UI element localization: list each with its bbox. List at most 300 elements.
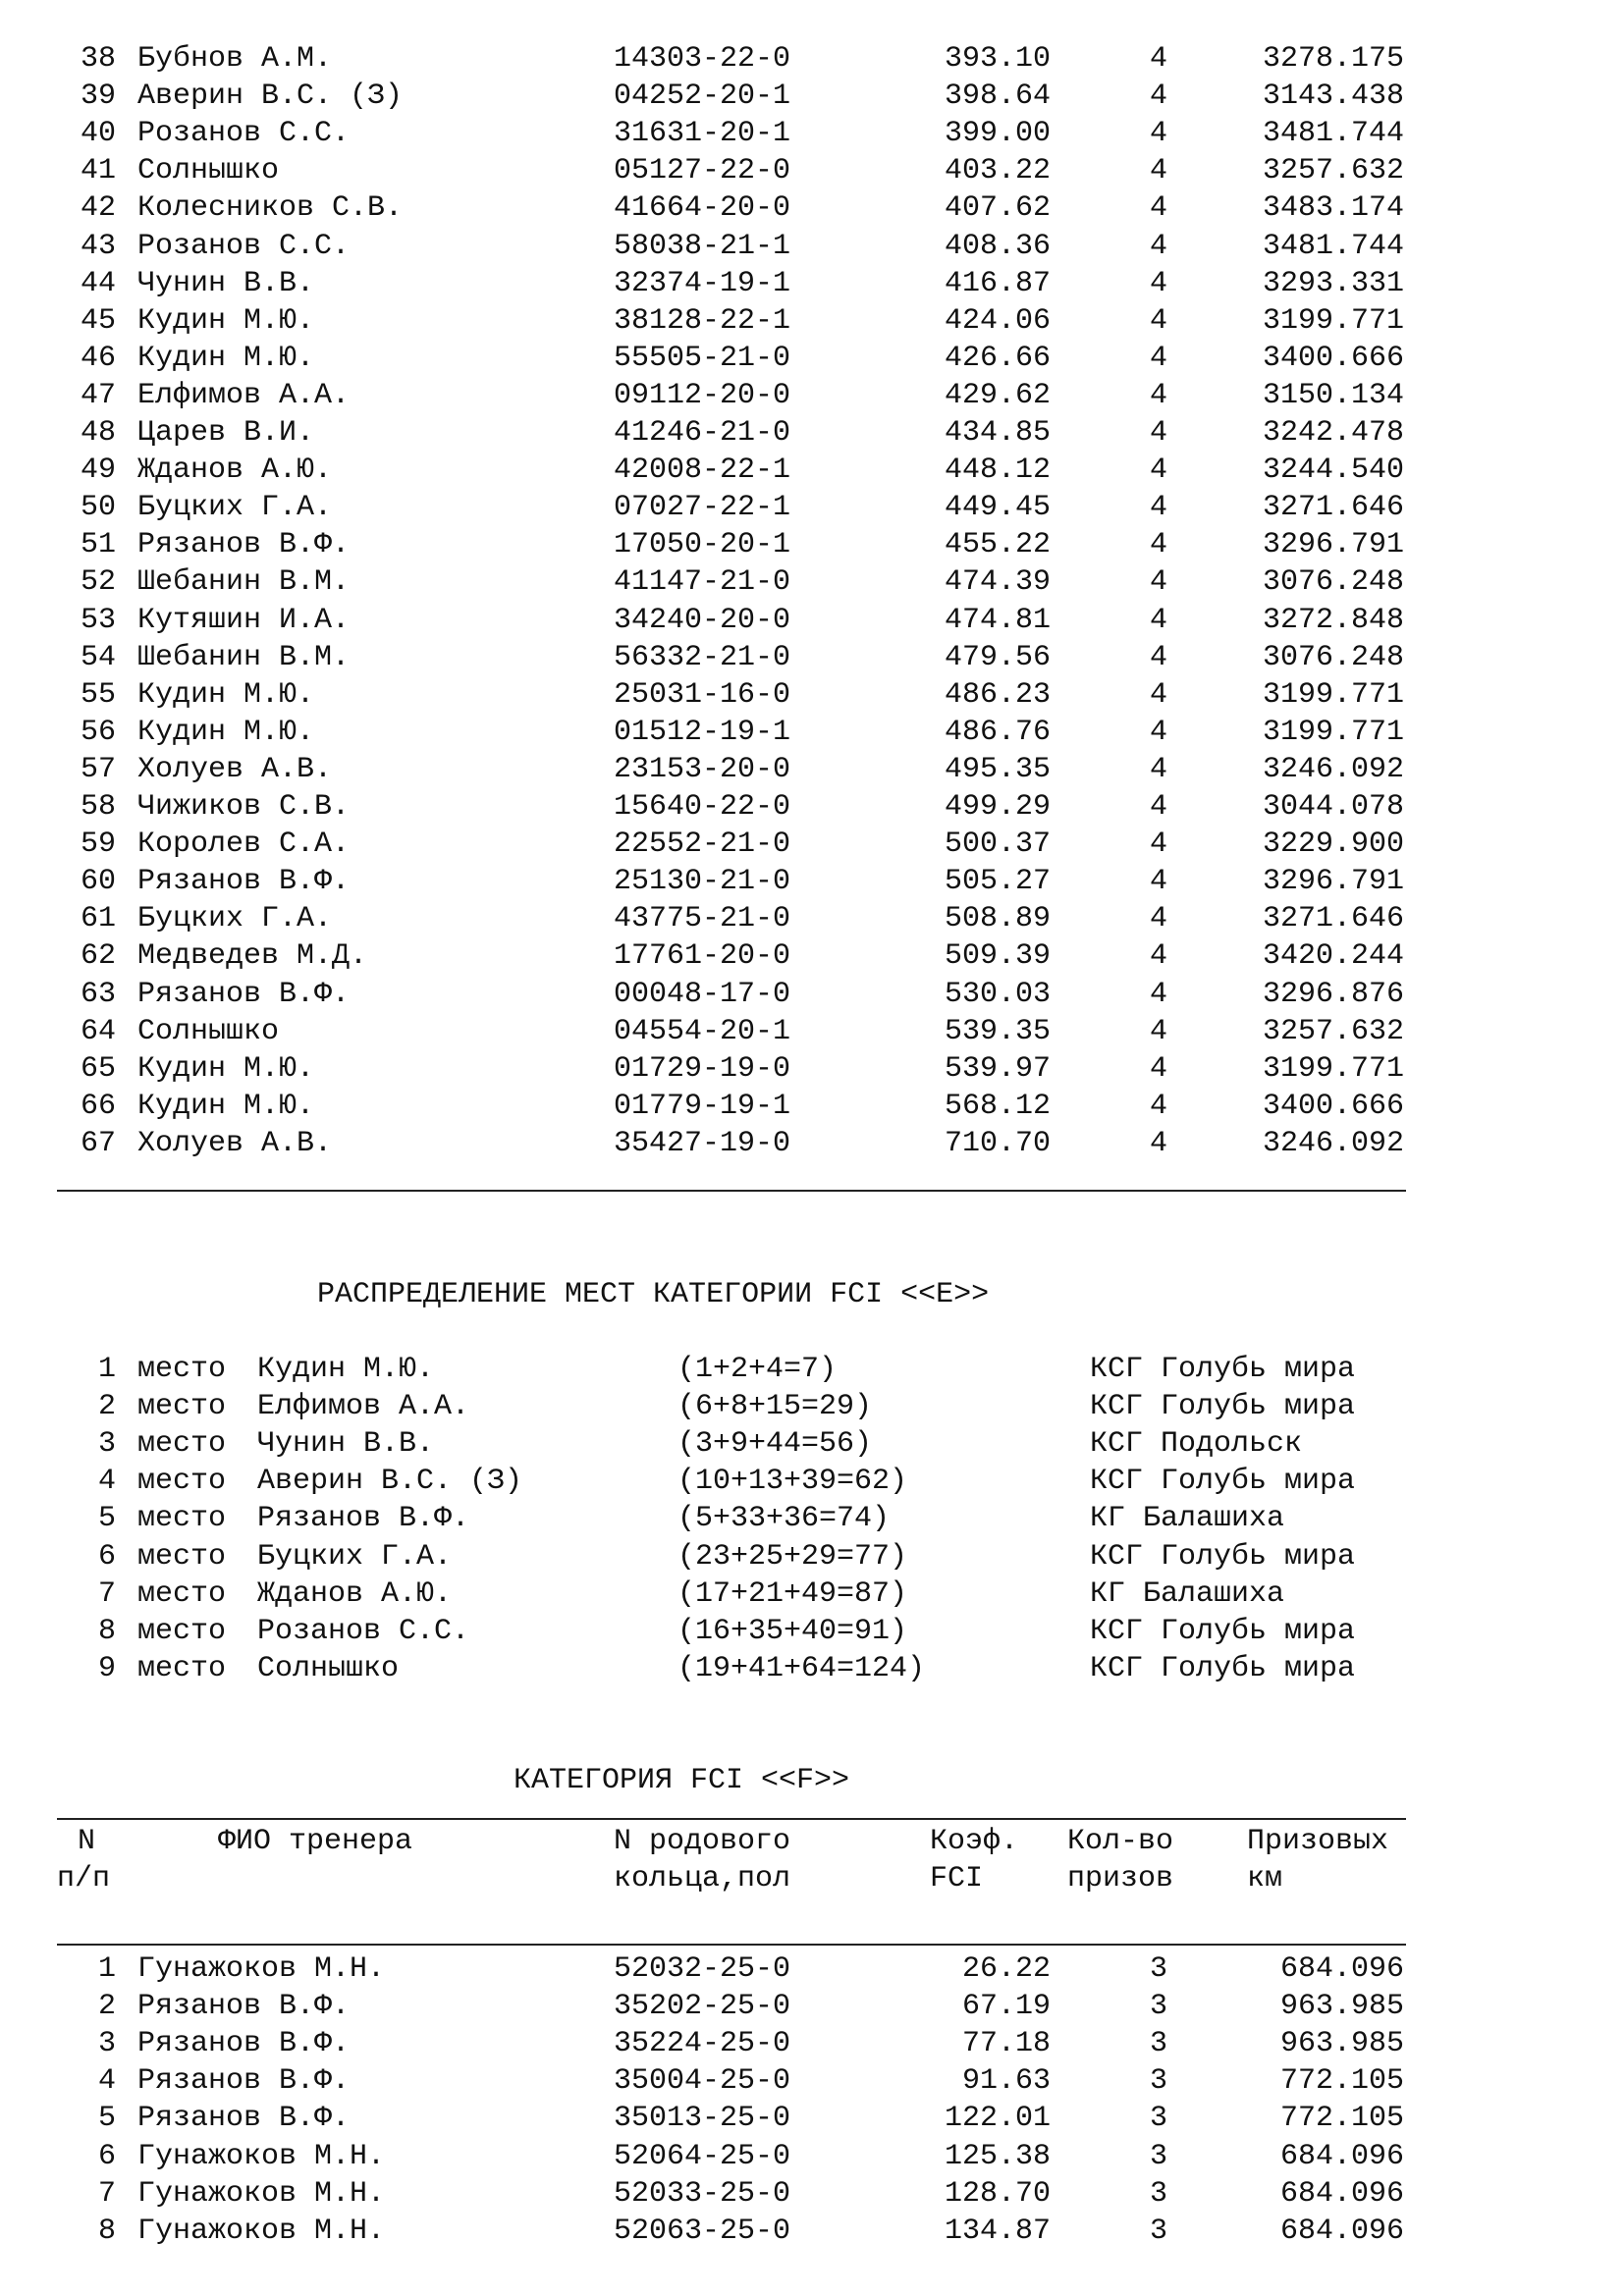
prize-count: 3 xyxy=(1149,2176,1167,2211)
row-number: 55 xyxy=(80,677,116,712)
table-row xyxy=(0,976,1624,1013)
table-row xyxy=(0,115,1624,152)
ring-number: 34240-20-0 xyxy=(614,603,791,637)
prize-count: 4 xyxy=(1149,1051,1167,1086)
header-n: N xyxy=(77,1825,95,1858)
club-name: КСГ Голубь мира xyxy=(1090,1539,1356,1574)
ring-number: 58038-21-1 xyxy=(614,229,791,263)
row-number: 65 xyxy=(80,1051,116,1086)
row-number: 61 xyxy=(80,902,116,936)
trainer-name: Шебанин В.М. xyxy=(137,565,351,600)
prize-km: 3150.134 xyxy=(1262,378,1404,412)
table-row xyxy=(0,2062,1624,2100)
prize-count: 4 xyxy=(1149,715,1167,749)
trainer-name: Аверин В.С. (З) xyxy=(137,80,404,114)
trainer-name: Жданов А.Ю. xyxy=(257,1576,453,1611)
trainer-name: Холуев А.В. xyxy=(137,1126,333,1160)
prize-km: 3296.791 xyxy=(1262,865,1404,899)
table-row xyxy=(0,2025,1624,2062)
place-word: место xyxy=(137,1576,227,1611)
table-row xyxy=(0,340,1624,377)
table-row xyxy=(0,639,1624,676)
row-number: 44 xyxy=(80,266,116,300)
header-ring-sub: кольца,пол xyxy=(614,1862,791,1896)
table-row xyxy=(0,228,1624,265)
ring-number: 17761-20-0 xyxy=(614,939,791,974)
prize-count: 4 xyxy=(1149,603,1167,637)
prize-km: 3229.900 xyxy=(1262,828,1404,862)
trainer-name: Гунажоков М.Н. xyxy=(137,2214,386,2248)
row-number: 42 xyxy=(80,191,116,226)
trainer-name: Розанов С.С. xyxy=(137,117,351,151)
prize-km: 3400.666 xyxy=(1262,341,1404,375)
trainer-name: Розанов С.С. xyxy=(257,1614,470,1648)
prize-count: 4 xyxy=(1149,790,1167,824)
fci-coefficient: 407.62 xyxy=(944,191,1051,226)
fci-coefficient: 500.37 xyxy=(944,828,1051,862)
ring-number: 17050-20-1 xyxy=(614,528,791,562)
row-number: 64 xyxy=(80,1014,116,1048)
fci-coefficient: 125.38 xyxy=(944,2139,1051,2173)
prize-count: 4 xyxy=(1149,528,1167,562)
fci-coefficient: 499.29 xyxy=(944,790,1051,824)
row-number: 51 xyxy=(80,528,116,562)
club-name: КСГ Голубь мира xyxy=(1090,1465,1356,1499)
header-km-sub: км xyxy=(1247,1862,1283,1896)
ring-number: 42008-22-1 xyxy=(614,454,791,488)
club-name: КГ Балашиха xyxy=(1090,1502,1285,1536)
fci-coefficient: 416.87 xyxy=(944,266,1051,300)
fci-coefficient: 479.56 xyxy=(944,640,1051,674)
ring-number: 35202-25-0 xyxy=(614,1990,791,2024)
club-name: КСГ Голубь мира xyxy=(1090,1651,1356,1685)
list-item xyxy=(0,1538,1624,1575)
fci-coefficient: 530.03 xyxy=(944,977,1051,1011)
prize-count: 4 xyxy=(1149,229,1167,263)
prize-count: 4 xyxy=(1149,752,1167,786)
trainer-name: Елфимов А.А. xyxy=(137,378,351,412)
prize-km: 3257.632 xyxy=(1262,154,1404,188)
trainer-name: Бубнов А.М. xyxy=(137,42,333,76)
trainer-name: Рязанов В.Ф. xyxy=(137,2064,351,2099)
trainer-name: Чунин В.В. xyxy=(137,266,315,300)
fci-coefficient: 403.22 xyxy=(944,154,1051,188)
place-sum: (10+13+39=62) xyxy=(677,1465,908,1499)
club-name: КСГ Голубь мира xyxy=(1090,1353,1356,1386)
list-item xyxy=(0,1613,1624,1650)
trainer-name: Солнышко xyxy=(137,154,280,188)
row-number: 56 xyxy=(80,715,116,749)
ring-number: 43775-21-0 xyxy=(614,902,791,936)
prize-km: 684.096 xyxy=(1279,2176,1404,2211)
place-number: 8 xyxy=(97,1614,116,1648)
prize-count: 4 xyxy=(1149,491,1167,525)
category-f-header-top-rule xyxy=(57,1818,1406,1820)
prize-count: 4 xyxy=(1149,1014,1167,1048)
prize-count: 3 xyxy=(1149,2064,1167,2099)
fci-coefficient: 434.85 xyxy=(944,416,1051,450)
row-number: 67 xyxy=(80,1126,116,1160)
ring-number: 55505-21-0 xyxy=(614,341,791,375)
place-sum: (3+9+44=56) xyxy=(677,1427,873,1462)
prize-count: 3 xyxy=(1149,2139,1167,2173)
place-word: место xyxy=(137,1427,227,1462)
prize-count: 4 xyxy=(1149,80,1167,114)
prize-count: 4 xyxy=(1149,640,1167,674)
trainer-name: Кудин М.Ю. xyxy=(137,303,315,338)
row-number: 7 xyxy=(97,2176,116,2211)
place-sum: (19+41+64=124) xyxy=(677,1651,926,1685)
place-word: место xyxy=(137,1390,227,1424)
fci-coefficient: 539.97 xyxy=(944,1051,1051,1086)
fci-coefficient: 486.23 xyxy=(944,677,1051,712)
header-coef: Коэф. xyxy=(930,1825,1019,1858)
prize-count: 4 xyxy=(1149,1126,1167,1160)
ring-number: 35427-19-0 xyxy=(614,1126,791,1160)
trainer-name: Холуев А.В. xyxy=(137,752,333,786)
trainer-name: Розанов С.С. xyxy=(137,229,351,263)
prize-km: 3293.331 xyxy=(1262,266,1404,300)
ring-number: 32374-19-1 xyxy=(614,266,791,300)
row-number: 59 xyxy=(80,828,116,862)
prize-km: 3400.666 xyxy=(1262,1089,1404,1123)
fci-coefficient: 399.00 xyxy=(944,117,1051,151)
fci-coefficient: 474.39 xyxy=(944,565,1051,600)
prize-km: 3481.744 xyxy=(1262,117,1404,151)
ring-number: 52063-25-0 xyxy=(614,2214,791,2248)
list-item xyxy=(0,1575,1624,1613)
prize-count: 4 xyxy=(1149,677,1167,712)
trainer-name: Солнышко xyxy=(137,1014,280,1048)
row-number: 63 xyxy=(80,977,116,1011)
ring-number: 52032-25-0 xyxy=(614,1952,791,1986)
prize-count: 4 xyxy=(1149,1089,1167,1123)
prize-count: 3 xyxy=(1149,1990,1167,2024)
trainer-name: Рязанов В.Ф. xyxy=(137,865,351,899)
table-row xyxy=(0,788,1624,826)
list-item xyxy=(0,1650,1624,1687)
prize-count: 4 xyxy=(1149,191,1167,226)
distribution-title: РАСПРЕДЕЛЕНИЕ МЕСТ КАТЕГОРИИ FCI <<E>> xyxy=(317,1278,990,1311)
place-number: 9 xyxy=(97,1651,116,1685)
ring-number: 23153-20-0 xyxy=(614,752,791,786)
ring-number: 04252-20-1 xyxy=(614,80,791,114)
row-number: 46 xyxy=(80,341,116,375)
place-word: место xyxy=(137,1539,227,1574)
row-number: 43 xyxy=(80,229,116,263)
prize-km: 3076.248 xyxy=(1262,565,1404,600)
row-number: 54 xyxy=(80,640,116,674)
ring-number: 01729-19-0 xyxy=(614,1051,791,1086)
row-number: 41 xyxy=(80,154,116,188)
prize-count: 4 xyxy=(1149,939,1167,974)
ring-number: 35013-25-0 xyxy=(614,2102,791,2136)
trainer-name: Королев С.А. xyxy=(137,828,351,862)
prize-count: 4 xyxy=(1149,341,1167,375)
ring-number: 14303-22-0 xyxy=(614,42,791,76)
table-row xyxy=(0,2100,1624,2137)
ring-number: 15640-22-0 xyxy=(614,790,791,824)
fci-coefficient: 128.70 xyxy=(944,2176,1051,2211)
prize-km: 3044.078 xyxy=(1262,790,1404,824)
trainer-name: Колесников С.В. xyxy=(137,191,404,226)
fci-coefficient: 710.70 xyxy=(944,1126,1051,1160)
fci-coefficient: 426.66 xyxy=(944,341,1051,375)
prize-km: 3076.248 xyxy=(1262,640,1404,674)
prize-km: 684.096 xyxy=(1279,1952,1404,1986)
fci-coefficient: 455.22 xyxy=(944,528,1051,562)
prize-count: 3 xyxy=(1149,2102,1167,2136)
ring-number: 52064-25-0 xyxy=(614,2139,791,2173)
table-row xyxy=(0,1988,1624,2025)
prize-km: 3271.646 xyxy=(1262,902,1404,936)
ring-number: 22552-21-0 xyxy=(614,828,791,862)
row-number: 5 xyxy=(97,2102,116,2136)
ring-number: 41246-21-0 xyxy=(614,416,791,450)
trainer-name: Гунажоков М.Н. xyxy=(137,2176,386,2211)
prize-km: 3199.771 xyxy=(1262,1051,1404,1086)
prize-km: 963.985 xyxy=(1279,1990,1404,2024)
table-row xyxy=(0,937,1624,975)
row-number: 47 xyxy=(80,378,116,412)
ring-number: 05127-22-0 xyxy=(614,154,791,188)
trainer-name: Рязанов В.Ф. xyxy=(137,1990,351,2024)
prize-km: 772.105 xyxy=(1279,2102,1404,2136)
table-row xyxy=(0,900,1624,937)
table-row xyxy=(0,377,1624,414)
fci-coefficient: 568.12 xyxy=(944,1089,1051,1123)
row-number: 66 xyxy=(80,1089,116,1123)
place-sum: (17+21+49=87) xyxy=(677,1576,908,1611)
table-row xyxy=(0,751,1624,788)
ring-number: 00048-17-0 xyxy=(614,977,791,1011)
trainer-name: Медведев М.Д. xyxy=(137,939,368,974)
prize-count: 4 xyxy=(1149,454,1167,488)
ring-number: 25031-16-0 xyxy=(614,677,791,712)
place-sum: (6+8+15=29) xyxy=(677,1390,873,1424)
trainer-name: Кудин М.Ю. xyxy=(137,341,315,375)
row-number: 4 xyxy=(97,2064,116,2099)
ring-number: 09112-20-0 xyxy=(614,378,791,412)
row-number: 39 xyxy=(80,80,116,114)
ring-number: 07027-22-1 xyxy=(614,491,791,525)
row-number: 50 xyxy=(80,491,116,525)
trainer-name: Рязанов В.Ф. xyxy=(137,977,351,1011)
fci-coefficient: 448.12 xyxy=(944,454,1051,488)
prize-count: 3 xyxy=(1149,1952,1167,1986)
trainer-name: Солнышко xyxy=(257,1651,400,1685)
table-row xyxy=(0,2175,1624,2213)
row-number: 38 xyxy=(80,42,116,76)
header-coef-sub: FCI xyxy=(930,1862,984,1896)
fci-coefficient: 393.10 xyxy=(944,42,1051,76)
ring-number: 01779-19-1 xyxy=(614,1089,791,1123)
prize-count: 4 xyxy=(1149,865,1167,899)
trainer-name: Чижиков С.В. xyxy=(137,790,351,824)
prize-km: 3420.244 xyxy=(1262,939,1404,974)
place-sum: (16+35+40=91) xyxy=(677,1614,908,1648)
prize-count: 4 xyxy=(1149,42,1167,76)
row-number: 45 xyxy=(80,303,116,338)
prize-km: 3242.478 xyxy=(1262,416,1404,450)
ring-number: 31631-20-1 xyxy=(614,117,791,151)
ring-number: 52033-25-0 xyxy=(614,2176,791,2211)
club-name: КГ Балашиха xyxy=(1090,1576,1285,1611)
table-row xyxy=(0,40,1624,78)
row-number: 52 xyxy=(80,565,116,600)
place-number: 4 xyxy=(97,1465,116,1499)
header-n-sub: п/п xyxy=(57,1862,111,1896)
table-row xyxy=(0,414,1624,452)
table-row xyxy=(0,1050,1624,1088)
fci-coefficient: 408.36 xyxy=(944,229,1051,263)
table-row xyxy=(0,714,1624,751)
trainer-name: Кутяшин И.А. xyxy=(137,603,351,637)
prize-km: 3481.744 xyxy=(1262,229,1404,263)
prize-count: 4 xyxy=(1149,416,1167,450)
list-item xyxy=(0,1351,1624,1388)
ring-number: 56332-21-0 xyxy=(614,640,791,674)
fci-coefficient: 424.06 xyxy=(944,303,1051,338)
trainer-name: Рязанов В.Ф. xyxy=(137,2102,351,2136)
table-row xyxy=(0,78,1624,115)
table-row xyxy=(0,265,1624,302)
trainer-name: Буцких Г.А. xyxy=(137,902,333,936)
prize-km: 3199.771 xyxy=(1262,715,1404,749)
prize-count: 3 xyxy=(1149,2027,1167,2061)
header-name: ФИО тренера xyxy=(218,1825,413,1858)
place-number: 6 xyxy=(97,1539,116,1574)
prize-km: 3272.848 xyxy=(1262,603,1404,637)
row-number: 8 xyxy=(97,2214,116,2248)
fci-coefficient: 429.62 xyxy=(944,378,1051,412)
table-row xyxy=(0,1950,1624,1988)
prize-count: 4 xyxy=(1149,565,1167,600)
place-sum: (5+33+36=74) xyxy=(677,1502,891,1536)
table-row xyxy=(0,452,1624,489)
prize-count: 3 xyxy=(1149,2214,1167,2248)
table-row xyxy=(0,1125,1624,1162)
trainer-name: Кудин М.Ю. xyxy=(137,677,315,712)
header-km: Призовых xyxy=(1247,1825,1389,1858)
table-e-bottom-rule xyxy=(57,1190,1406,1192)
row-number: 57 xyxy=(80,752,116,786)
category-f-title: КАТЕГОРИЯ FCI <<F>> xyxy=(514,1764,850,1797)
prize-count: 4 xyxy=(1149,378,1167,412)
fci-coefficient: 398.64 xyxy=(944,80,1051,114)
trainer-name: Рязанов В.Ф. xyxy=(137,2027,351,2061)
trainer-name: Елфимов А.А. xyxy=(257,1390,470,1424)
ring-number: 35224-25-0 xyxy=(614,2027,791,2061)
category-f-header-bottom-rule xyxy=(57,1944,1406,1946)
place-word: место xyxy=(137,1614,227,1648)
table-row xyxy=(0,489,1624,526)
fci-coefficient: 134.87 xyxy=(944,2214,1051,2248)
trainer-name: Чунин В.В. xyxy=(257,1427,435,1462)
trainer-name: Жданов А.Ю. xyxy=(137,454,333,488)
club-name: КСГ Голубь мира xyxy=(1090,1614,1356,1648)
table-row xyxy=(0,863,1624,900)
prize-km: 3246.092 xyxy=(1262,1126,1404,1160)
prize-km: 772.105 xyxy=(1279,2064,1404,2099)
list-item xyxy=(0,1425,1624,1463)
place-sum: (1+2+4=7) xyxy=(677,1353,838,1386)
row-number: 49 xyxy=(80,454,116,488)
fci-coefficient: 508.89 xyxy=(944,902,1051,936)
trainer-name: Кудин М.Ю. xyxy=(257,1353,435,1386)
prize-count: 4 xyxy=(1149,117,1167,151)
ring-number: 25130-21-0 xyxy=(614,865,791,899)
table-row xyxy=(0,302,1624,340)
place-word: место xyxy=(137,1465,227,1499)
fci-coefficient: 67.19 xyxy=(961,1990,1051,2024)
prize-km: 3278.175 xyxy=(1262,42,1404,76)
trainer-name: Рязанов В.Ф. xyxy=(257,1502,470,1536)
prize-km: 684.096 xyxy=(1279,2139,1404,2173)
trainer-name: Рязанов В.Ф. xyxy=(137,528,351,562)
place-number: 5 xyxy=(97,1502,116,1536)
trainer-name: Кудин М.Ю. xyxy=(137,715,315,749)
prize-count: 4 xyxy=(1149,266,1167,300)
place-word: место xyxy=(137,1353,227,1386)
table-row xyxy=(0,2213,1624,2250)
row-number: 3 xyxy=(97,2027,116,2061)
trainer-name: Буцких Г.А. xyxy=(257,1539,453,1574)
prize-km: 3483.174 xyxy=(1262,191,1404,226)
prize-km: 3244.540 xyxy=(1262,454,1404,488)
place-word: место xyxy=(137,1651,227,1685)
row-number: 2 xyxy=(97,1990,116,2024)
fci-coefficient: 122.01 xyxy=(944,2102,1051,2136)
fci-coefficient: 449.45 xyxy=(944,491,1051,525)
trainer-name: Гунажоков М.Н. xyxy=(137,1952,386,1986)
prize-km: 963.985 xyxy=(1279,2027,1404,2061)
table-row xyxy=(0,1088,1624,1125)
prize-km: 3271.646 xyxy=(1262,491,1404,525)
prize-count: 4 xyxy=(1149,828,1167,862)
fci-coefficient: 474.81 xyxy=(944,603,1051,637)
prize-km: 3143.438 xyxy=(1262,80,1404,114)
place-number: 7 xyxy=(97,1576,116,1611)
trainer-name: Буцких Г.А. xyxy=(137,491,333,525)
fci-coefficient: 539.35 xyxy=(944,1014,1051,1048)
list-item xyxy=(0,1463,1624,1500)
ring-number: 41147-21-0 xyxy=(614,565,791,600)
fci-coefficient: 486.76 xyxy=(944,715,1051,749)
trainer-name: Аверин В.С. (З) xyxy=(257,1465,523,1499)
table-row xyxy=(0,602,1624,639)
table-row xyxy=(0,152,1624,189)
prize-km: 3257.632 xyxy=(1262,1014,1404,1048)
table-row xyxy=(0,189,1624,227)
trainer-name: Гунажоков М.Н. xyxy=(137,2139,386,2173)
trainer-name: Царев В.И. xyxy=(137,416,315,450)
table-row xyxy=(0,526,1624,563)
prize-km: 3296.791 xyxy=(1262,528,1404,562)
fci-coefficient: 91.63 xyxy=(961,2064,1051,2099)
fci-coefficient: 505.27 xyxy=(944,865,1051,899)
header-prizes-sub: призов xyxy=(1067,1862,1174,1896)
fci-coefficient: 495.35 xyxy=(944,752,1051,786)
trainer-name: Кудин М.Ю. xyxy=(137,1051,315,1086)
prize-km: 3246.092 xyxy=(1262,752,1404,786)
fci-coefficient: 509.39 xyxy=(944,939,1051,974)
list-item xyxy=(0,1388,1624,1425)
row-number: 53 xyxy=(80,603,116,637)
header-prizes: Кол-во xyxy=(1067,1825,1174,1858)
row-number: 62 xyxy=(80,939,116,974)
table-row xyxy=(0,2138,1624,2175)
